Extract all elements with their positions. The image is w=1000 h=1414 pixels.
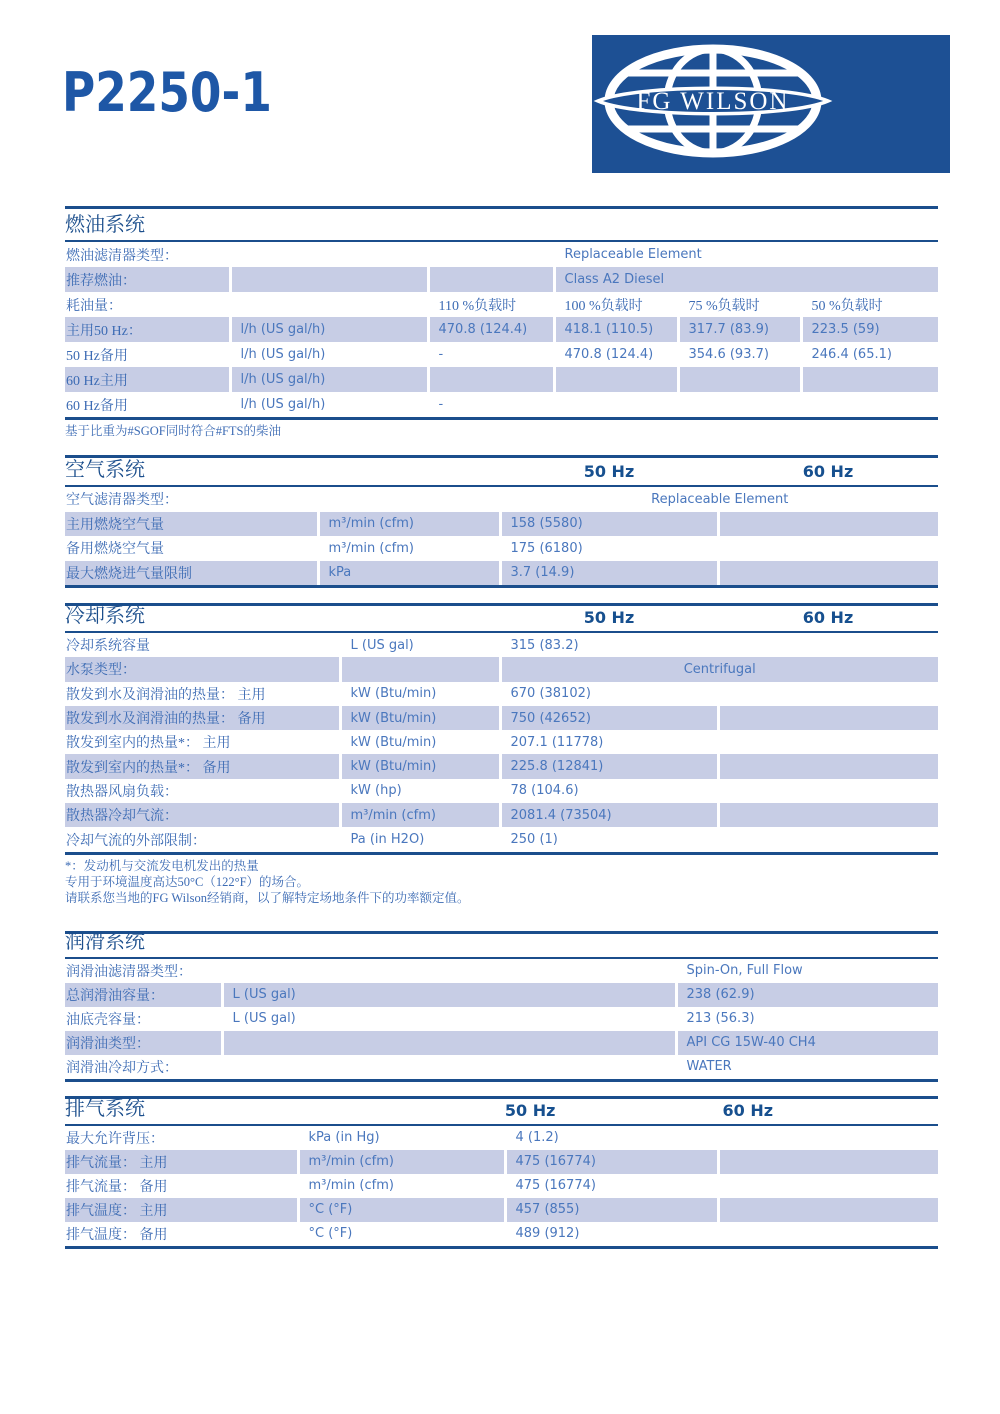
row-label: 最大燃烧进气量限制	[65, 561, 318, 586]
table-row	[65, 1150, 938, 1174]
row-label: 散发到室内的热量*： 主用	[66, 736, 231, 752]
row-unit: kW (Btu/min)	[340, 682, 500, 706]
empty-cell	[230, 292, 428, 317]
row-unit: l/h (US gal/h)	[230, 342, 428, 367]
divider	[65, 1246, 938, 1249]
table-row	[65, 1198, 938, 1222]
empty-cell	[230, 267, 428, 292]
table-row	[65, 317, 938, 342]
row-label: 油底壳容量：	[66, 1012, 150, 1028]
row-unit: kW (hp)	[340, 779, 500, 803]
page-title: P2250-1	[62, 61, 272, 124]
row-value: Spin-On, Full Flow	[676, 959, 938, 983]
row-unit: °C (°F)	[298, 1222, 505, 1246]
row-unit: L (US gal)	[222, 983, 676, 1007]
section-title: 冷却系统	[65, 605, 145, 627]
table-row	[65, 1126, 938, 1150]
row-value: WATER	[676, 1055, 938, 1079]
row-value-60hz	[718, 827, 938, 851]
row-value-60hz	[718, 1174, 938, 1198]
row-label: 散热器冷却气流：	[65, 803, 340, 827]
row-value-50hz: 4 (1.2)	[505, 1126, 718, 1150]
section-title: 润滑系统	[65, 930, 145, 953]
section-header	[65, 606, 938, 631]
table-row	[65, 242, 938, 267]
row-value: 470.8 (124.4)	[554, 342, 678, 367]
section-header	[65, 930, 938, 957]
row-value-60hz	[718, 706, 938, 730]
row-unit: m³/min (cfm)	[298, 1150, 505, 1174]
row-value	[678, 392, 801, 417]
row-label: 排气流量： 备用	[66, 1179, 168, 1195]
row-label: 总润滑油容量：	[65, 983, 222, 1007]
table-row	[65, 959, 938, 983]
load-header: 75 %负载时	[678, 292, 801, 317]
row-value-60hz	[718, 682, 938, 706]
fuel-table	[65, 242, 938, 417]
row-label: 散发到室内的热量*： 备用	[65, 754, 340, 778]
row-label: 冷却系统容量	[66, 639, 150, 655]
table-row	[65, 561, 938, 586]
row-unit: L (US gal)	[340, 633, 500, 657]
row-value: -	[428, 392, 554, 417]
row-value: 470.8 (124.4)	[428, 317, 554, 342]
row-value	[801, 367, 938, 392]
row-value: API CG 15W-40 CH4	[676, 1031, 938, 1055]
row-value-60hz	[718, 561, 938, 586]
section-header	[65, 458, 938, 485]
row-value-50hz: 78 (104.6)	[500, 779, 718, 803]
row-unit: kPa (in Hg)	[298, 1126, 505, 1150]
table-row	[65, 827, 938, 851]
row-unit: kW (Btu/min)	[340, 706, 500, 730]
row-label: 润滑油滤清器类型：	[66, 964, 192, 980]
row-label: 排气温度： 备用	[66, 1227, 168, 1243]
row-value-60hz	[718, 633, 938, 657]
row-value	[801, 392, 938, 417]
table-row	[65, 536, 938, 561]
section-title: 空气系统	[65, 459, 145, 481]
row-value-50hz: 489 (912)	[505, 1222, 718, 1246]
row-value: 213 (56.3)	[676, 1007, 938, 1031]
row-value: Replaceable Element	[554, 242, 938, 267]
row-unit: l/h (US gal/h)	[230, 367, 428, 392]
row-unit: l/h (US gal/h)	[230, 317, 428, 342]
row-label: 水泵类型：	[65, 657, 340, 681]
row-unit: kW (Btu/min)	[340, 730, 500, 754]
table-row	[65, 633, 938, 657]
row-value	[428, 367, 554, 392]
row-label: 散热器风扇负载：	[66, 784, 178, 800]
empty-cell	[340, 657, 500, 681]
row-label: 散发到水及润滑油的热量： 主用	[66, 687, 266, 703]
row-label: 润滑油类型：	[65, 1031, 222, 1055]
row-value-50hz: 250 (1)	[500, 827, 718, 851]
section-fuel	[65, 206, 938, 439]
col-header-50hz: 50 Hz	[583, 462, 635, 481]
load-header: 110 %负载时	[428, 292, 554, 317]
row-label: 耗油量：	[66, 298, 122, 314]
fuel-footnote: 基于比重为#SGOF同时符合#FTS的柴油	[65, 424, 281, 438]
row-label: 排气流量： 主用	[65, 1150, 298, 1174]
section-lubrication	[65, 931, 938, 1082]
row-value: Replaceable Element	[500, 487, 938, 512]
table-row	[65, 706, 938, 730]
row-label: 推荐燃油：	[65, 267, 230, 292]
row-label: 60 Hz备用	[66, 398, 128, 414]
load-header: 100 %负载时	[554, 292, 678, 317]
row-unit: m³/min (cfm)	[318, 536, 500, 561]
row-unit: m³/min (cfm)	[318, 512, 500, 537]
table-row	[65, 1174, 938, 1198]
row-unit: Pa (in H2O)	[340, 827, 500, 851]
table-row	[65, 267, 938, 292]
row-value-60hz	[718, 803, 938, 827]
row-value-60hz	[718, 730, 938, 754]
table-row	[65, 730, 938, 754]
empty-cell	[428, 267, 554, 292]
row-value-60hz	[718, 536, 938, 561]
section-header	[65, 1099, 938, 1124]
row-value-60hz	[718, 1198, 938, 1222]
table-row	[65, 754, 938, 778]
globe-icon	[592, 35, 950, 173]
row-value-50hz: 475 (16774)	[505, 1174, 718, 1198]
row-value: Class A2 Diesel	[554, 267, 938, 292]
row-unit: L (US gal)	[222, 1007, 676, 1031]
section-title: 燃油系统	[65, 214, 145, 236]
row-label: 最大允许背压：	[66, 1131, 164, 1147]
row-value-50hz: 457 (855)	[505, 1198, 718, 1222]
brand-logo	[592, 35, 950, 173]
row-label: 冷却气流的外部限制：	[66, 833, 206, 849]
table-row	[65, 292, 938, 317]
table-row	[65, 1007, 938, 1031]
row-value-50hz: 158 (5580)	[500, 512, 718, 537]
col-header-60hz: 60 Hz	[802, 608, 854, 627]
row-value-50hz: 3.7 (14.9)	[500, 561, 718, 586]
row-unit: l/h (US gal/h)	[230, 392, 428, 417]
col-header-50hz: 50 Hz	[583, 608, 635, 627]
section-exhaust	[65, 1096, 938, 1249]
section-cooling	[65, 603, 938, 906]
row-value: -	[428, 342, 554, 367]
col-header-60hz: 60 Hz	[802, 462, 854, 481]
row-label: 燃油滤清器类型：	[66, 248, 178, 264]
row-unit	[222, 1031, 676, 1055]
table-row	[65, 682, 938, 706]
section-air	[65, 455, 938, 588]
row-label: 主用50 Hz：	[65, 317, 230, 342]
row-label: 散发到水及润滑油的热量： 备用	[65, 706, 340, 730]
table-row	[65, 779, 938, 803]
row-value-50hz: 175 (6180)	[500, 536, 718, 561]
load-header: 50 %负载时	[801, 292, 938, 317]
row-label: 空气滤清器类型：	[66, 493, 178, 509]
table-row	[65, 367, 938, 392]
section-title: 排气系统	[65, 1097, 145, 1120]
row-value	[554, 367, 678, 392]
divider	[65, 1079, 938, 1082]
row-value-50hz: 225.8 (12841)	[500, 754, 718, 778]
exhaust-table	[65, 1126, 938, 1246]
empty-cell	[428, 242, 554, 267]
row-value-60hz	[718, 1126, 938, 1150]
lubrication-table	[65, 959, 938, 1079]
row-value	[678, 367, 801, 392]
table-row	[65, 803, 938, 827]
cooling-footnote: 专用于环境温度高达50°C（122°F）的场合。	[65, 874, 310, 889]
row-value: 238 (62.9)	[676, 983, 938, 1007]
row-label: 50 Hz备用	[66, 348, 128, 364]
row-unit: m³/min (cfm)	[298, 1174, 505, 1198]
col-header-50hz: 50 Hz	[504, 1100, 556, 1120]
cooling-table	[65, 633, 938, 852]
row-value-50hz: 475 (16774)	[505, 1150, 718, 1174]
row-value-50hz: 750 (42652)	[500, 706, 718, 730]
row-unit: °C (°F)	[298, 1198, 505, 1222]
row-value: 246.4 (65.1)	[801, 342, 938, 367]
row-unit: kPa	[318, 561, 500, 586]
row-value-50hz: 207.1 (11778)	[500, 730, 718, 754]
table-row	[65, 512, 938, 537]
row-value-60hz	[718, 1222, 938, 1246]
row-unit	[222, 1055, 676, 1079]
row-value-60hz	[718, 779, 938, 803]
row-value-60hz	[718, 1150, 938, 1174]
cooling-footnote: 请联系您当地的FG Wilson经销商，以了解特定场地条件下的功率额定值。	[65, 890, 470, 905]
row-value: 418.1 (110.5)	[554, 317, 678, 342]
row-label: 60 Hz主用	[65, 367, 230, 392]
row-unit: kW (Btu/min)	[340, 754, 500, 778]
row-value-50hz: 315 (83.2)	[500, 633, 718, 657]
col-header-60hz: 60 Hz	[722, 1100, 774, 1120]
table-row	[65, 1055, 938, 1079]
row-label: 排气温度： 主用	[65, 1198, 298, 1222]
row-value: Centrifugal	[500, 657, 938, 681]
row-value-60hz	[718, 512, 938, 537]
divider	[65, 585, 938, 588]
brand-logo-text: FG WILSON	[636, 88, 790, 115]
table-row	[65, 487, 938, 512]
row-value: 317.7 (83.9)	[678, 317, 801, 342]
table-row	[65, 1031, 938, 1055]
cooling-footnote: *：发动机与交流发电机发出的热量	[65, 858, 259, 873]
table-row	[65, 1222, 938, 1246]
air-table	[65, 487, 938, 585]
table-row	[65, 392, 938, 417]
section-header	[65, 209, 938, 240]
row-value-50hz: 2081.4 (73504)	[500, 803, 718, 827]
row-label: 润滑油冷却方式：	[66, 1060, 178, 1076]
row-label: 备用燃烧空气量	[66, 542, 164, 558]
row-value	[554, 392, 678, 417]
table-row	[65, 342, 938, 367]
row-value-50hz: 670 (38102)	[500, 682, 718, 706]
table-row	[65, 657, 938, 681]
row-value: 354.6 (93.7)	[678, 342, 801, 367]
row-value-60hz	[718, 754, 938, 778]
row-value: 223.5 (59)	[801, 317, 938, 342]
table-row	[65, 983, 938, 1007]
row-label: 主用燃烧空气量	[65, 512, 318, 537]
row-unit: m³/min (cfm)	[340, 803, 500, 827]
page-header	[62, 0, 938, 206]
